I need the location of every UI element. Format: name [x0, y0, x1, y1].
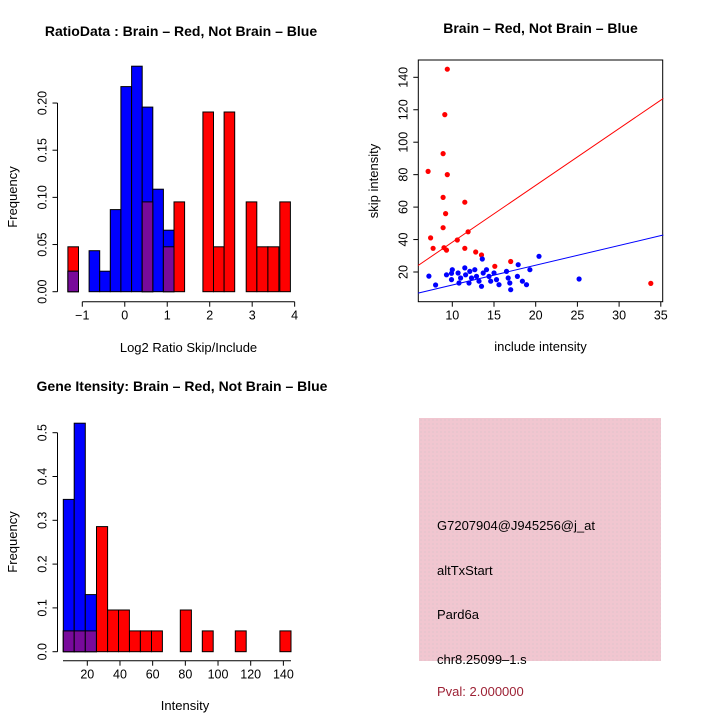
- data-point-not-brain-blue: [577, 276, 582, 281]
- bar-brain-red: [246, 202, 257, 292]
- bar-brain-red: [130, 631, 141, 652]
- data-point-not-brain-blue: [520, 279, 525, 284]
- plot-frame: [418, 60, 662, 302]
- bar-brain-red: [174, 202, 185, 292]
- bar-overlap-purple: [68, 271, 79, 292]
- bar-overlap-purple: [74, 631, 85, 652]
- y-tick-label: 140: [396, 66, 411, 88]
- data-point-not-brain-blue: [467, 269, 472, 274]
- x-axis: [63, 661, 294, 682]
- data-point-not-brain-blue: [480, 256, 485, 261]
- data-point-not-brain-blue: [524, 282, 529, 287]
- y-tick-label: 40: [396, 232, 411, 247]
- bar-brain-red: [235, 631, 246, 652]
- x-axis-label: Log2 Ratio Skip/Include: [119, 340, 258, 355]
- data-point-brain-red: [442, 112, 447, 117]
- bar-not-brain-blue: [89, 251, 100, 292]
- x-axis: [445, 302, 667, 323]
- data-point-not-brain-blue: [444, 272, 449, 277]
- bar-overlap-purple: [163, 247, 174, 292]
- x-tick-label: 80: [178, 667, 193, 682]
- x-axis-label: Intensity: [160, 698, 210, 713]
- bar-brain-red: [224, 112, 235, 292]
- bar-not-brain-blue: [100, 271, 111, 292]
- y-tick-label: 20: [396, 265, 411, 279]
- data-point-not-brain-blue: [458, 275, 463, 280]
- data-point-not-brain-blue: [504, 269, 509, 274]
- pval-text: Pval: 2.000000: [437, 684, 524, 699]
- data-point-not-brain-blue: [456, 270, 461, 275]
- y-axis-label: Frequency: [5, 166, 20, 228]
- y-tick-label: 0.10: [35, 185, 50, 210]
- points-brain-red: [426, 67, 654, 286]
- gene-intensity-histogram-chart: [0, 360, 360, 720]
- y-tick-label: 100: [396, 131, 411, 153]
- x-tick-label: 1: [163, 308, 171, 323]
- x-tick-label: 40: [113, 667, 127, 682]
- data-point-not-brain-blue: [496, 282, 501, 287]
- bar-brain-red: [180, 610, 191, 652]
- location-text: chr8.25099–1.s: [437, 652, 527, 667]
- data-point-not-brain-blue: [456, 280, 461, 285]
- data-point-brain-red: [428, 235, 433, 240]
- y-tick-label: 0.0: [35, 643, 50, 661]
- data-point-brain-red: [441, 195, 446, 200]
- bar-not-brain-blue: [121, 87, 132, 292]
- chart-title: RatioData : Brain – Red, Not Brain – Blue: [44, 23, 318, 39]
- bar-overlap-purple: [63, 631, 74, 652]
- data-point-not-brain-blue: [486, 274, 491, 279]
- data-point-brain-red: [466, 229, 471, 234]
- x-tick-label: 25: [570, 308, 585, 323]
- data-point-not-brain-blue: [433, 282, 438, 287]
- x-tick-label: 15: [487, 308, 501, 323]
- data-point-not-brain-blue: [469, 275, 474, 280]
- probe-id-text: G7207904@J945256@j_at: [437, 518, 595, 533]
- x-tick-label: 60: [145, 667, 160, 682]
- bar-not-brain-blue: [110, 210, 121, 292]
- bar-brain-red: [119, 610, 130, 652]
- ratio-histogram-panel: [0, 0, 360, 360]
- gene-info-box: [419, 418, 661, 699]
- bar-brain-red: [108, 610, 119, 652]
- y-tick-label: 0.2: [35, 555, 50, 573]
- skip-include-scatter-chart: [360, 0, 720, 360]
- data-point-not-brain-blue: [484, 267, 489, 272]
- x-tick-label: −1: [75, 308, 90, 323]
- data-point-not-brain-blue: [472, 267, 477, 272]
- y-tick-label: 0.20: [35, 90, 50, 116]
- not-brain-fit-line: [418, 235, 663, 293]
- bar-brain-red: [268, 247, 279, 292]
- bar-overlap-purple: [142, 202, 153, 292]
- y-tick-label: 0.05: [35, 232, 50, 257]
- x-tick-label: 120: [240, 667, 262, 682]
- y-tick-label: 60: [396, 200, 411, 215]
- x-tick-label: 4: [291, 308, 299, 323]
- y-tick-label: 0.00: [35, 279, 50, 304]
- histogram-bars: [63, 423, 291, 652]
- data-point-brain-red: [444, 248, 449, 253]
- data-point-not-brain-blue: [450, 267, 455, 272]
- event-type-text: altTxStart: [437, 563, 493, 578]
- bar-brain-red: [257, 247, 268, 292]
- y-axis: [36, 91, 58, 304]
- data-point-not-brain-blue: [462, 265, 467, 270]
- bar-brain-red: [280, 631, 291, 652]
- x-tick-label: 30: [612, 308, 627, 323]
- info-panel: [360, 360, 720, 720]
- data-point-brain-red: [426, 169, 431, 174]
- y-tick-label: 0.4: [35, 467, 50, 486]
- data-point-not-brain-blue: [507, 280, 512, 285]
- bar-brain-red: [152, 631, 163, 652]
- data-point-brain-red: [443, 211, 448, 216]
- y-axis: [36, 424, 58, 660]
- data-point-brain-red: [441, 225, 446, 230]
- data-point-brain-red: [648, 281, 653, 286]
- data-point-brain-red: [441, 151, 446, 156]
- y-tick-label: 0.15: [35, 138, 50, 163]
- data-point-not-brain-blue: [494, 277, 499, 282]
- fit-lines: [418, 98, 663, 293]
- gene-intensity-histogram-panel: [0, 360, 360, 720]
- y-axis-label: skip intensity: [366, 143, 381, 219]
- bar-not-brain-blue: [63, 499, 74, 651]
- bar-brain-red: [97, 527, 108, 652]
- x-tick-label: 0: [121, 308, 129, 323]
- data-point-not-brain-blue: [508, 287, 513, 292]
- data-point-brain-red: [431, 246, 436, 251]
- x-tick-label: 10: [445, 308, 460, 323]
- data-point-brain-red: [462, 246, 467, 251]
- x-tick-label: 2: [206, 308, 214, 323]
- y-tick-label: 120: [396, 99, 411, 121]
- histogram-bars: [68, 66, 291, 292]
- chart-title: Gene Itensity: Brain – Red, Not Brain – Blue: [36, 378, 328, 394]
- data-point-not-brain-blue: [488, 279, 493, 284]
- bar-brain-red: [214, 247, 225, 292]
- data-point-not-brain-blue: [426, 274, 431, 279]
- x-tick-label: 3: [248, 308, 256, 323]
- data-point-brain-red: [455, 237, 460, 242]
- y-tick-label: 80: [396, 167, 411, 182]
- data-point-not-brain-blue: [506, 275, 511, 280]
- x-axis: [75, 302, 298, 323]
- data-point-not-brain-blue: [527, 267, 532, 272]
- data-point-brain-red: [508, 259, 513, 264]
- data-point-not-brain-blue: [536, 254, 541, 259]
- data-point-not-brain-blue: [476, 279, 481, 284]
- bar-brain-red: [280, 202, 291, 292]
- x-tick-label: 35: [653, 308, 668, 323]
- data-point-brain-red: [445, 172, 450, 177]
- bar-not-brain-blue: [132, 66, 143, 292]
- y-axis-label: Frequency: [5, 511, 20, 573]
- x-tick-label: 20: [528, 308, 543, 323]
- data-point-not-brain-blue: [479, 284, 484, 289]
- data-point-brain-red: [492, 264, 497, 269]
- ratio-histogram-chart: [0, 0, 360, 360]
- chart-title: Brain – Red, Not Brain – Blue: [443, 20, 638, 36]
- y-tick-label: 0.5: [35, 424, 50, 442]
- bar-not-brain-blue: [74, 423, 85, 652]
- scatter-panel: [360, 0, 720, 360]
- data-point-not-brain-blue: [449, 277, 454, 282]
- x-tick-label: 140: [272, 667, 294, 682]
- data-point-brain-red: [462, 200, 467, 205]
- bar-brain-red: [140, 631, 151, 652]
- x-tick-label: 100: [207, 667, 229, 682]
- y-axis: [396, 67, 418, 279]
- data-point-not-brain-blue: [463, 272, 468, 277]
- data-point-not-brain-blue: [474, 274, 479, 279]
- bar-not-brain-blue: [153, 189, 164, 292]
- gene-name-text: Pard6a: [437, 607, 479, 622]
- data-point-brain-red: [473, 249, 478, 254]
- x-tick-label: 20: [80, 667, 95, 682]
- data-point-not-brain-blue: [516, 262, 521, 267]
- bar-brain-red: [203, 112, 214, 292]
- bar-brain-red: [202, 631, 213, 652]
- y-tick-label: 0.3: [35, 511, 50, 529]
- x-axis-label: include intensity: [494, 339, 587, 354]
- data-point-not-brain-blue: [491, 270, 496, 275]
- bar-overlap-purple: [85, 631, 96, 652]
- data-point-brain-red: [445, 67, 450, 72]
- data-point-not-brain-blue: [515, 274, 520, 279]
- data-point-not-brain-blue: [466, 280, 471, 285]
- y-tick-label: 0.1: [35, 599, 50, 617]
